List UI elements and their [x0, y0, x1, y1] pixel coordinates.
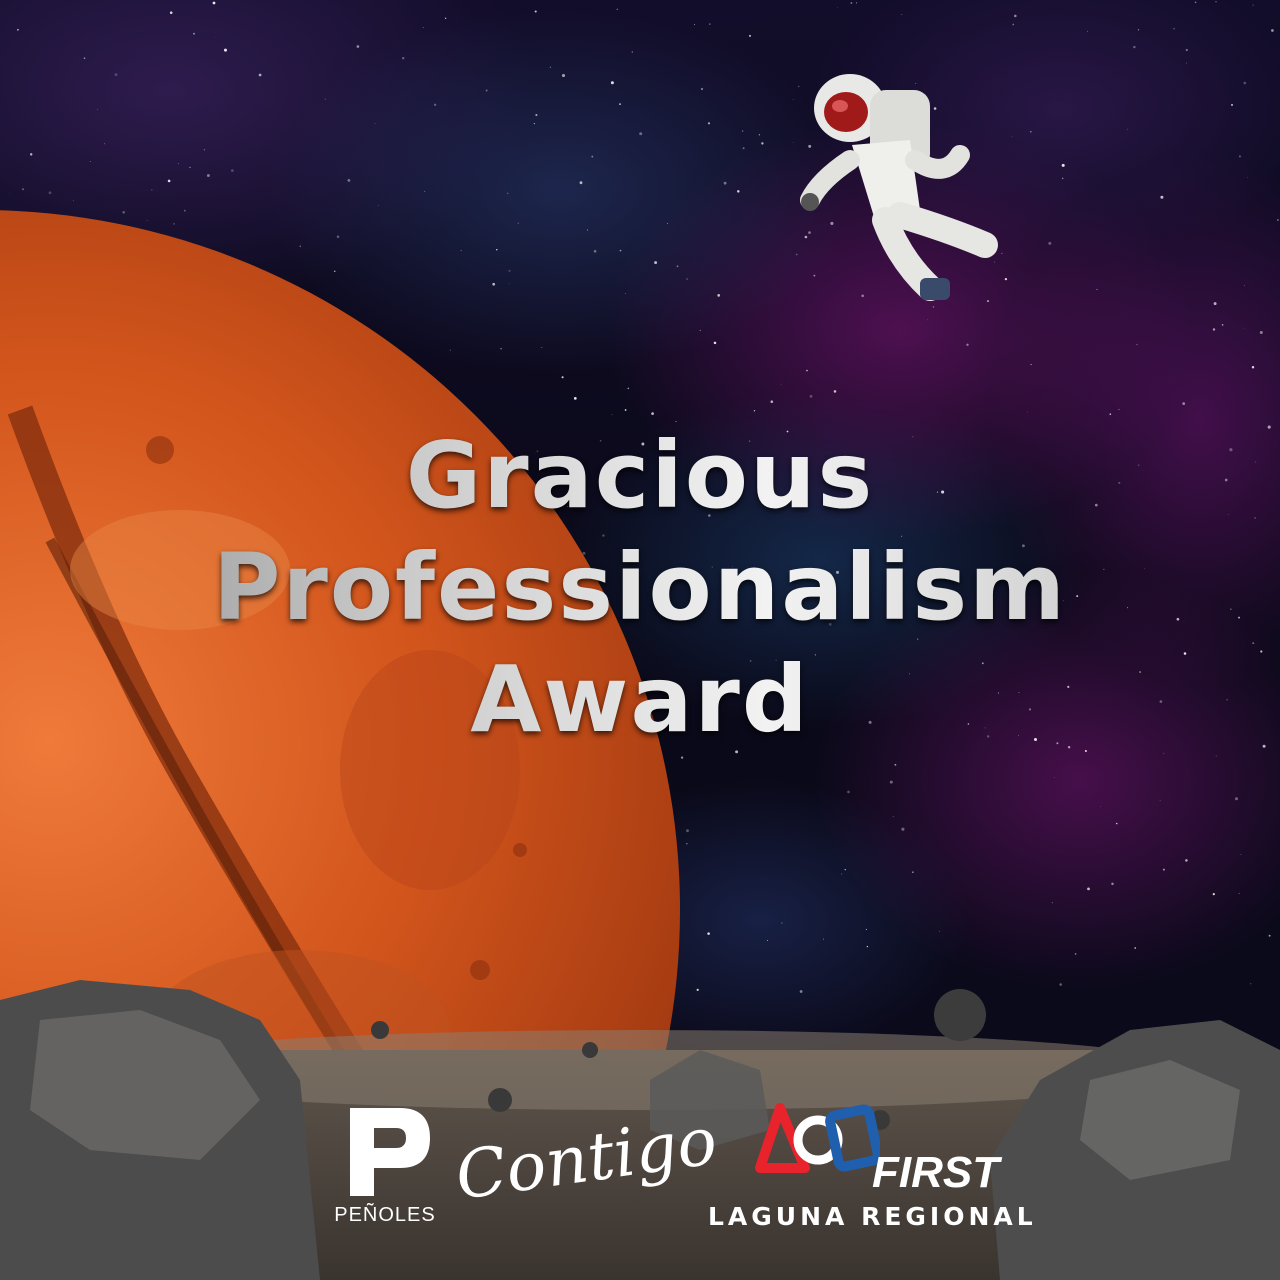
penoles-logo [330, 1100, 440, 1230]
title-line-1: Gracious [405, 422, 875, 529]
award-title [0, 420, 1280, 756]
contigo-logo: Contigo [450, 1102, 722, 1215]
penoles-name: PEÑOLES [334, 1204, 436, 1226]
sponsor-logos [0, 1090, 1280, 1240]
first-logo-icon [750, 1098, 880, 1178]
title-line-2: Professionalism [213, 534, 1067, 641]
astronaut-icon [780, 60, 1010, 310]
penoles-p-icon [330, 1100, 440, 1200]
title-line-3: Award [470, 646, 810, 753]
first-regional-subtitle: LAGUNA REGIONAL [708, 1202, 1037, 1231]
first-name: FIRST [872, 1148, 1000, 1197]
